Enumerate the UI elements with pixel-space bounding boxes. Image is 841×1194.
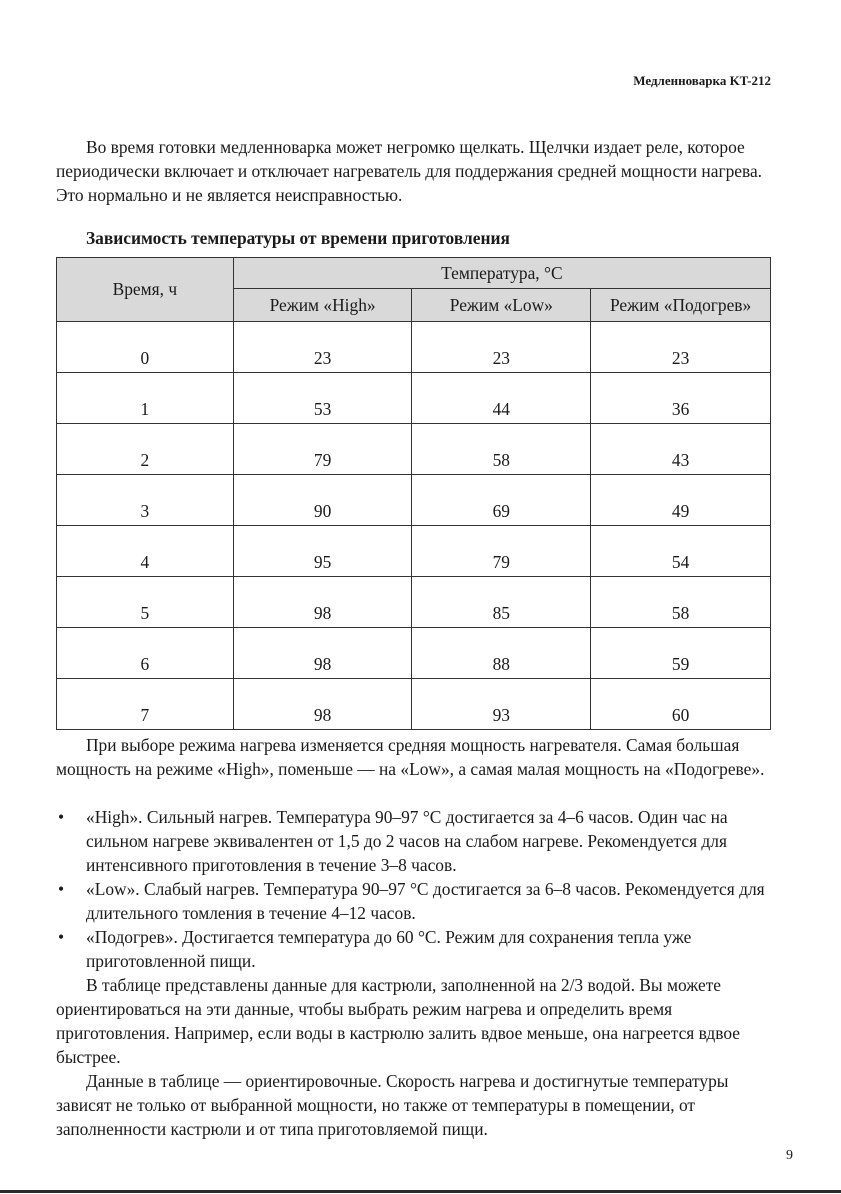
- temperature-cell: 53: [233, 373, 412, 424]
- table-row: [57, 373, 771, 424]
- bullet-text: «Low». Слабый нагрев. Температура 90–97 °C достигается за 6–8 часов. Рекомендуется для длительного томления в течение 4–12 часов.: [86, 879, 765, 923]
- time-cell: 1: [57, 373, 234, 424]
- temperature-cell: 93: [412, 679, 591, 730]
- mode-text: При выборе режима нагрева изменяется средняя мощность нагревателя. Самая большая мощность на режиме «High», поменьше — на «Low», а самая малая мощность на «Подогреве».: [56, 735, 765, 779]
- temperature-cell: 95: [233, 526, 412, 577]
- time-cell: 5: [57, 577, 234, 628]
- mode-paragraph: [56, 733, 774, 781]
- temperature-cell: 98: [233, 577, 412, 628]
- bullet-text: «Подогрев». Достигается температура до 60 °C. Режим для сохранения тепла уже приготовленной пищи.: [86, 927, 692, 971]
- time-cell: 0: [57, 322, 234, 373]
- temperature-cell: 79: [233, 424, 412, 475]
- temperature-cell: 43: [591, 424, 771, 475]
- table-row: [57, 424, 771, 475]
- table-row: [57, 322, 771, 373]
- temperature-cell: 98: [233, 679, 412, 730]
- intro-paragraph: [56, 135, 774, 207]
- mode-bullet-list: [56, 805, 774, 973]
- table-row: [57, 526, 771, 577]
- temperature-cell: 59: [591, 628, 771, 679]
- bullet-item-low: [56, 877, 774, 925]
- intro-text: Во время готовки медленноварка может негромко щелкать. Щелчки издает реле, которое периодически включает и отключает нагреватель для поддержания средней мощности нагрева. Это нормально и не является неисправностью.: [56, 137, 763, 205]
- time-cell: 4: [57, 526, 234, 577]
- bottom-rule: [0, 1190, 841, 1193]
- temperature-cell: 23: [591, 322, 771, 373]
- time-cell: 3: [57, 475, 234, 526]
- closing-paragraph: [56, 1069, 774, 1141]
- bullet-marker: •: [58, 927, 65, 947]
- closing-text: Данные в таблице — ориентировочные. Скорость нагрева и достигнутые температуры зависят не только от выбранной мощности, но также от температуры в помещении, от заполненности кастрюли и от типа приготовляемой пищи.: [56, 1071, 729, 1139]
- temperature-cell: 60: [591, 679, 771, 730]
- time-cell: 7: [57, 679, 234, 730]
- temperature-cell: 88: [412, 628, 591, 679]
- temperature-cell: 36: [591, 373, 771, 424]
- time-cell: 6: [57, 628, 234, 679]
- temperature-cell: 58: [412, 424, 591, 475]
- table-title: Зависимость температуры от времени приготовления: [86, 228, 510, 248]
- temperature-cell: 85: [412, 577, 591, 628]
- bullet-marker: •: [58, 879, 65, 899]
- table-row: [57, 679, 771, 730]
- temperature-cell: 69: [412, 475, 591, 526]
- temperature-cell: 79: [412, 526, 591, 577]
- bullet-text: «High». Сильный нагрев. Температура 90–97 °C достигается за 4–6 часов. Один час на сильном нагреве эквивалентен от 1,5 до 2 часов на слабом нагреве. Рекомендуется для интенсивного приготовления в течение 3–8 часов.: [86, 807, 728, 875]
- time-cell: 2: [57, 424, 234, 475]
- time-column-header: Время, ч: [57, 258, 234, 322]
- temperature-cell: 44: [412, 373, 591, 424]
- mode-header-high: Режим «High»: [233, 289, 412, 322]
- temperature-cell: 54: [591, 526, 771, 577]
- table-row: [57, 628, 771, 679]
- table-body: [57, 322, 771, 730]
- temperature-table: [56, 257, 771, 730]
- temperature-cell: 98: [233, 628, 412, 679]
- mode-header-warm: Режим «Подогрев»: [591, 289, 771, 322]
- mode-header-low: Режим «Low»: [412, 289, 591, 322]
- table-row: [57, 577, 771, 628]
- bullet-item-high: [56, 805, 774, 877]
- page-number: 9: [786, 1148, 793, 1163]
- temperature-group-header: Температура, °C: [233, 258, 770, 289]
- temperature-cell: 90: [233, 475, 412, 526]
- running-header: Медленноварка KT-212: [633, 73, 771, 88]
- temperature-cell: 49: [591, 475, 771, 526]
- bullet-item-warm: [56, 925, 774, 973]
- table-note-paragraph: [56, 973, 774, 1069]
- temperature-cell: 23: [233, 322, 412, 373]
- bullet-marker: •: [58, 807, 65, 827]
- temperature-cell: 58: [591, 577, 771, 628]
- temperature-cell: 23: [412, 322, 591, 373]
- table-note-text: В таблице представлены данные для кастрюли, заполненной на 2/3 водой. Вы можете ориентироваться на эти данные, чтобы выбрать режим нагрева и определить время приготовления. Например, если воды в кастрюлю залить вдвое меньше, она нагреется вдвое быстрее.: [56, 975, 740, 1067]
- table-row: [57, 475, 771, 526]
